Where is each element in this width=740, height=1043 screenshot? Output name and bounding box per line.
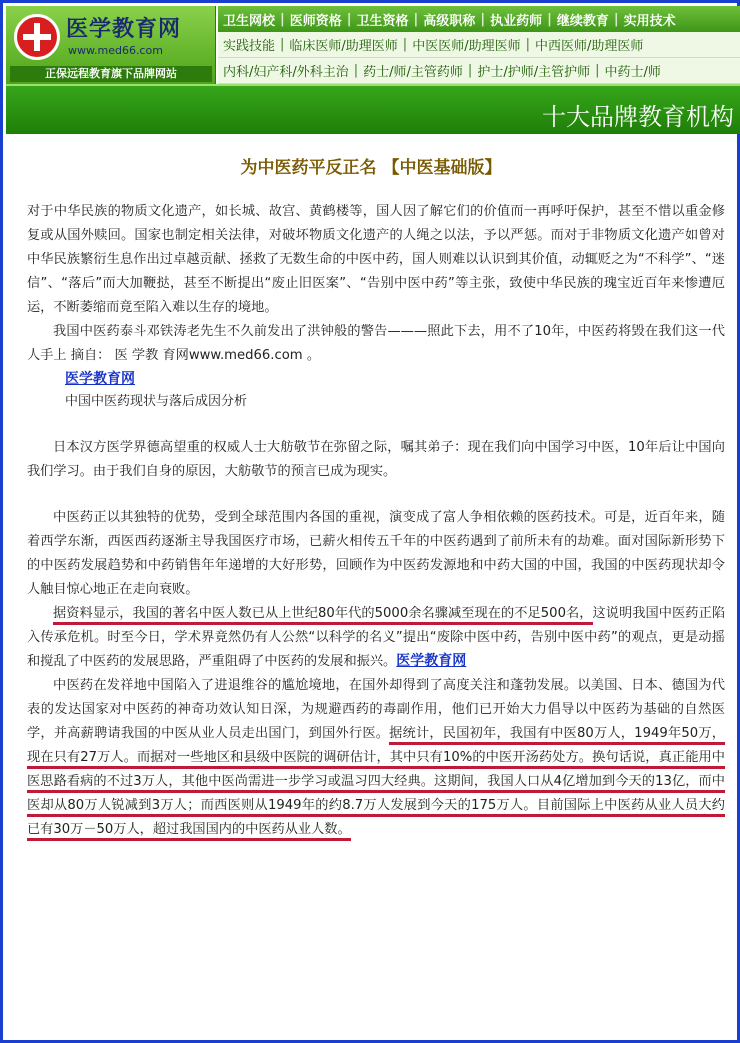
nav-link[interactable]: 临床医师/助理医师 [289, 39, 398, 54]
nav-link[interactable]: 实用技术 [623, 13, 676, 29]
nav-link[interactable]: 卫生网校 [223, 13, 276, 29]
nav-link[interactable]: 药士/师/主管药师 [363, 65, 463, 80]
article-paragraph [27, 674, 725, 842]
nav-link[interactable]: 卫生资格 [356, 13, 409, 29]
nav-separator: | [353, 63, 359, 78]
nav-separator: | [413, 11, 419, 27]
nav-link[interactable]: 内科/妇产科/外科主治 [223, 65, 349, 80]
nav-separator: | [280, 37, 285, 52]
spacer [27, 484, 725, 506]
highlighted-text: 据资料显示，我国的著名中医人数已从上世纪80年代的5000余名骤减至现在的不足500名， [53, 606, 593, 625]
source-link[interactable]: 医学教育网 [396, 653, 467, 669]
nav-link[interactable]: 实践技能 [223, 39, 276, 54]
nav-separator: | [467, 63, 473, 78]
logo-url: www.med66.com [68, 44, 163, 57]
source-link[interactable]: 医学教育网 [65, 371, 135, 387]
article-paragraph: 日本汉方医学界德高望重的权威人士大舫敬节在弥留之际，嘱其弟子：现在我们向中国学习中医，10年后让中国向我们学习。由于我们自身的原因，大舫敬节的预言已成为现实。 [27, 440, 725, 479]
nav-link[interactable]: 医师资格 [289, 13, 342, 29]
article-paragraph: 我国中医药泰斗邓铁涛老先生不久前发出了洪钟般的警告———照此下去，用不了10年，中医药将毁在我们这一代人手上 摘自： 医 学教 育网www.med66.com 。 [27, 324, 725, 363]
site-logo[interactable] [6, 6, 216, 84]
medical-cross-icon [14, 14, 60, 60]
highlighted-text: 据统计，民国初年，我国有中医80万人，1949年50万，现在只有27万人。而据对一些地区和县级中医院的调研估计，其中只有10%的中医开汤药处方。换句话说，真正能用中医思路看病的不过3万人，其他中医尚需进一步学习或温习四大经典。这期间，我国人口从4亿增加到今天的13亿，而中医却从80万人锐减到3万人；而西医则从1949年的约8.7万人发展到今天的175万人。目前国际上中医药从业人员大约已有30万－50万人，超过我国国内的中医药从业人数。 [27, 726, 725, 841]
site-header [6, 6, 740, 84]
nav-row-secondary [218, 32, 740, 58]
nav-link[interactable]: 护士/护师/主管护师 [477, 65, 591, 80]
nav-link[interactable]: 执业药师 [490, 13, 543, 29]
nav-link[interactable]: 高级职称 [423, 13, 476, 29]
nav-separator: | [613, 11, 619, 27]
article-paragraph: 中医药正以其独特的优势，受到全球范围内各国的重视，演变成了富人争相依赖的医药技术。可是，近百年来，随着西学东渐，西医西药逐渐主导我国医疗市场，已薪火相传五千年的中医药遇到了前所未有的劫难。面对国际新形势下的中医药发展趋势和中药销售年年递增的大好形势，回顾作为中医药发源地和中药大国的中国，我国的中医药现状却令人触目惊心地正在走向衰败。 [27, 510, 725, 597]
nav-row-tertiary [218, 58, 740, 84]
nav-separator: | [595, 63, 600, 78]
nav-separator: | [547, 11, 552, 27]
paragraph-text: 中医药在发祥地中国陷入了进退维谷的尴尬境地，在国外却得到了高度关注和蓬勃发展。以美国、日本、德国为代表的发达国家对中医药的神奇功效认知日深，为规避西药的毒副作用，他们已开始大力倡导以中医药为基础的自然医学，并高薪聘请我国的中医从业人员走出国门，到国外行医。 [27, 678, 725, 741]
article-paragraph [27, 602, 725, 674]
nav-separator: | [525, 37, 530, 52]
banner-text: 十大品牌教育机构 [542, 103, 734, 131]
article [27, 153, 725, 842]
nav-separator: | [280, 11, 285, 27]
nav-link[interactable]: 中医医师/助理医师 [412, 39, 521, 54]
article-title: 为中医药平反正名 【中医基础版】 [240, 158, 502, 178]
nav-link[interactable]: 中药士/师 [604, 65, 661, 80]
nav-separator: | [480, 11, 486, 27]
banner [6, 84, 740, 134]
top-navigation [218, 6, 740, 84]
nav-separator: | [402, 37, 408, 52]
nav-separator: | [346, 11, 352, 27]
nav-link[interactable]: 中西医师/助理医师 [534, 39, 644, 54]
paragraph-text: 这说明我国中医药正陷入传承危机。时至今日，学术界竟然仍有人公然“以科学的名义”提出“废除中医中药，告别中医中药”的观点，更是动摇和搅乱了中医药的发展思路，严重阻碍了中医药的发展和振兴。 [27, 606, 726, 669]
section-heading: 中国中医药现状与落后成因分析 [65, 394, 248, 409]
nav-link[interactable]: 继续教育 [556, 13, 609, 29]
nav-row-main [218, 6, 740, 32]
logo-title: 医学教育网 [66, 17, 182, 42]
logo-slogan: 正保远程教育旗下品牌网站 [10, 66, 212, 82]
article-paragraph: 对于中华民族的物质文化遗产，如长城、故宫、黄鹤楼等，国人因了解它们的价值而一再呼吁保护，甚至不惜以重金修复或从国外赎回。国家也制定相关法律，对破坏物质文化遗产的人绳之以法，予以严惩。而对于非物质文化遗产如曾对中华民族繁衍生息作出过卓越贡献、拯救了无数生命的中医中药，国人则难以认识到其价值，动辄贬之为“不科学”、“迷信”、“落后”而大加鞭挞，甚至不断提出“废止旧医案”、“告别中医中药”等主张，致使中华民族的瑰宝近百年来惨遭厄运，不断萎缩而竟至陷入难以生存的境地。 [27, 204, 725, 315]
